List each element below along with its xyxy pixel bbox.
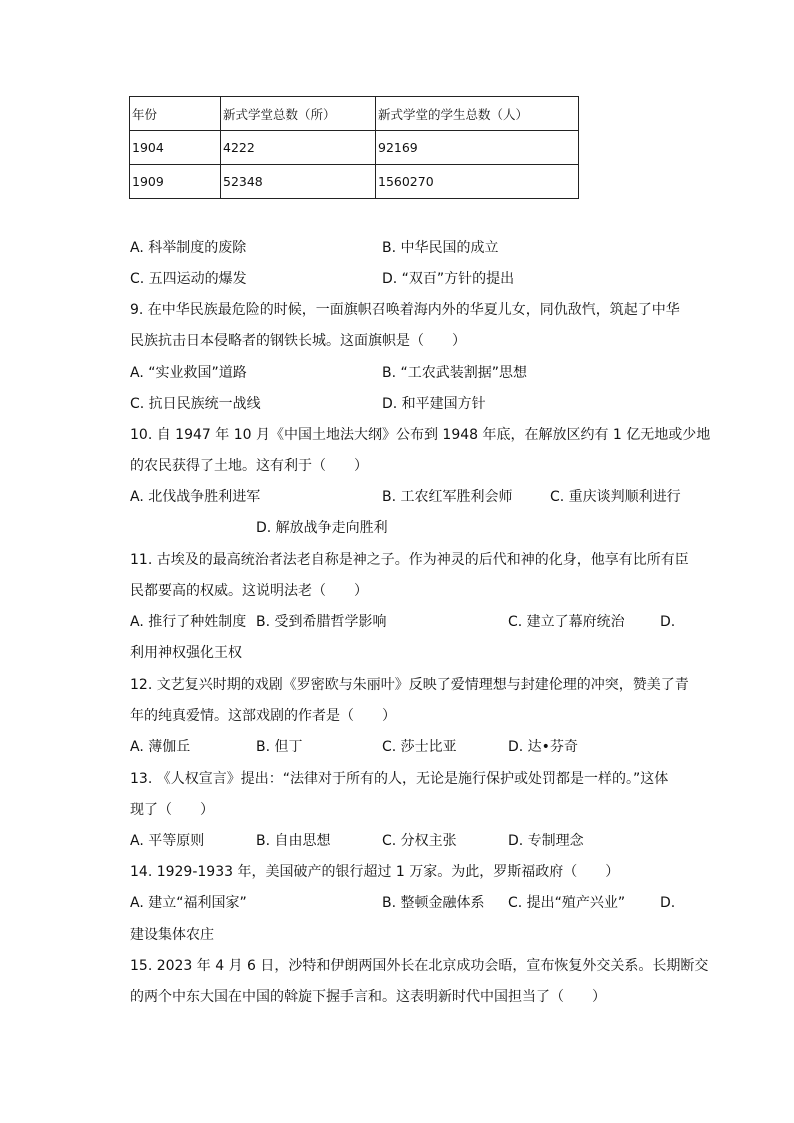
q9-option-c: C. 抗日民族统一战线 xyxy=(130,396,261,412)
q13-option-a: A. 平等原则 xyxy=(130,833,205,849)
q13-option-c: C. 分权主张 xyxy=(382,833,457,849)
table-header-cell: 新式学堂总数（所） xyxy=(221,97,376,131)
table-cell: 92169 xyxy=(376,131,579,165)
q11-option-c: C. 建立了幕府统治 xyxy=(508,614,625,630)
table-cell: 4222 xyxy=(221,131,376,165)
q12-stem-line1: 12. 文艺复兴时期的戏剧《罗密欧与朱丽叶》反映了爱情理想与封建伦理的冲突，赞美了青 xyxy=(130,677,689,693)
q9-stem-line1: 9. 在中华民族最危险的时候，一面旗帜召唤着海内外的华夏儿女，同仇敌忾，筑起了中华 xyxy=(130,302,680,318)
q15-stem-line2: 的两个中东大国在中国的斡旋下握手言和。这表明新时代中国担当了（ ） xyxy=(130,989,606,1005)
table-cell: 52348 xyxy=(221,165,376,199)
q14-option-c: C. 提出“殖产兴业” xyxy=(508,895,626,911)
table-header-cell: 新式学堂的学生总数（人） xyxy=(376,97,579,131)
q11-stem-line2: 民都要高的权威。这说明法老（ ） xyxy=(130,583,368,599)
q14-stem-line1: 14. 1929-1933 年，美国破产的银行超过 1 万家。为此，罗斯福政府（ ） xyxy=(130,864,620,880)
q8-option-a: A. 科举制度的废除 xyxy=(130,240,247,256)
q10-option-d: D. 解放战争走向胜利 xyxy=(256,520,388,536)
table-row xyxy=(130,131,579,165)
q13-option-b: B. 自由思想 xyxy=(256,833,331,849)
q14-option-d-text: 建设集体农庄 xyxy=(130,927,214,943)
q12-option-b: B. 但丁 xyxy=(256,739,303,755)
table-header-cell: 年份 xyxy=(130,97,221,131)
q15-stem-line1: 15. 2023 年 4 月 6 日，沙特和伊朗两国外长在北京成功会晤，宣布恢复外交关系。长期断交 xyxy=(130,958,709,974)
q10-option-c: C. 重庆谈判顺利进行 xyxy=(550,489,681,505)
q11-option-d: D. xyxy=(660,614,676,630)
q8-option-d: D. “双百”方针的提出 xyxy=(382,271,515,287)
q14-option-b: B. 整顿金融体系 xyxy=(382,895,485,911)
q9-option-b: B. “工农武装割据”思想 xyxy=(382,365,528,381)
q10-option-a: A. 北伐战争胜利进军 xyxy=(130,489,261,505)
q11-option-a: A. 推行了种姓制度 xyxy=(130,614,247,630)
q10-stem-line1: 10. 自 1947 年 10 月《中国土地法大纲》公布到 1948 年底，在解放区约有 1 亿无地或少地 xyxy=(130,427,711,443)
q14-option-d: D. xyxy=(660,895,676,911)
school-statistics-table xyxy=(129,96,579,199)
q11-option-d-text: 利用神权强化王权 xyxy=(130,645,242,661)
q14-option-a: A. 建立“福利国家” xyxy=(130,895,247,911)
q9-stem-line2: 民族抗击日本侵略者的钢铁长城。这面旗帜是（ ） xyxy=(130,333,466,349)
table-cell: 1560270 xyxy=(376,165,579,199)
q12-option-a: A. 薄伽丘 xyxy=(130,739,191,755)
q11-stem-line1: 11. 古埃及的最高统治者法老自称是神之子。作为神灵的后代和神的化身，他享有比所有臣 xyxy=(130,552,689,568)
q12-option-c: C. 莎士比亚 xyxy=(382,739,457,755)
q8-option-b: B. 中华民国的成立 xyxy=(382,240,499,256)
q12-stem-line2: 年的纯真爱情。这部戏剧的作者是（ ） xyxy=(130,708,396,724)
q9-option-d: D. 和平建国方针 xyxy=(382,396,486,412)
table-header-row xyxy=(130,97,579,131)
q11-option-b: B. 受到希腊哲学影响 xyxy=(256,614,387,630)
q13-option-d: D. 专制理念 xyxy=(508,833,584,849)
q10-stem-line2: 的农民获得了土地。这有利于（ ） xyxy=(130,458,368,474)
table-row xyxy=(130,165,579,199)
table-cell: 1909 xyxy=(130,165,221,199)
q8-option-c: C. 五四运动的爆发 xyxy=(130,271,247,287)
table-cell: 1904 xyxy=(130,131,221,165)
q10-option-b: B. 工农红军胜利会师 xyxy=(382,489,513,505)
q9-option-a: A. “实业救国”道路 xyxy=(130,365,247,381)
q12-option-d: D. 达•芬奇 xyxy=(508,739,578,755)
q13-stem-line2: 现了（ ） xyxy=(130,802,214,818)
q13-stem-line1: 13. 《人权宣言》提出：“法律对于所有的人，无论是施行保护或处罚都是一样的。”这体 xyxy=(130,771,669,787)
